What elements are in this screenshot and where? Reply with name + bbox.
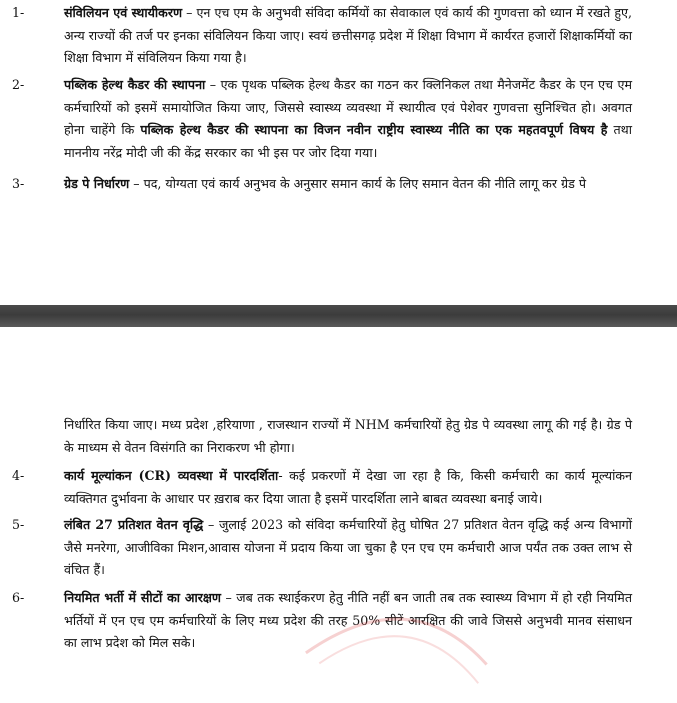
item-text: – पद, योग्यता एवं कार्य अनुभव के अनुसार समान कार्य के लिए समान वेतन की नीति लागू कर ग्रेड पे: [129, 176, 586, 191]
item-body: [64, 2, 632, 70]
list-item: [12, 465, 632, 510]
item-text: - कई प्रकरणों में देखा जा रहा है कि, किसी कर्मचारी का कार्य मूल्यांकन व्यक्तिगत दुर्भावना के आधार पर ख़राब कर दिया जाता है इसमें पारदर्शिता लाने बाबत व्यवस्था बनाई जाये।: [64, 468, 633, 506]
item-body: [64, 173, 632, 196]
item-text-end: तथा माननीय नरेंद्र मोदी जी की केंद्र सरकार का भी इस पर जोर दिया गया।: [64, 122, 632, 160]
list-item: [12, 2, 632, 70]
page-separator: [0, 305, 677, 327]
list-item: [12, 173, 632, 196]
item-text: – जुलाई 2023 को संविदा कर्मचारियों हेतु घोषित 27 प्रतिशत वेतन वृद्धि कई अन्य विभागों जैसे मनरेगा, आजीविका मिशन,आवास योजना में प्रदाय किया जा चुका है एन एच एम कर्मचारी आज पर्यंत तक उक्त लाभ से वंचित हैं।: [64, 517, 633, 577]
item-number: 6-: [12, 590, 25, 605]
item-heading: कार्य मूल्यांकन (CR) व्यवस्था में पारदर्शिता: [64, 468, 279, 483]
continuation-text: निर्धारित किया जाए। मध्य प्रदेश ,हरियाणा , राजस्थान राज्यों में NHM कर्मचारियों हेतु ग्रेड पे व्यवस्था लागू की गई है। ग्रेड पे के माध्यम से वेतन विसंगति का निराकरण भी होगा।: [64, 417, 632, 455]
item-body: [64, 74, 632, 164]
item-heading: लंबित 27 प्रतिशत वेतन वृद्धि: [64, 517, 204, 532]
item-number: 3-: [12, 176, 25, 191]
item-body: [64, 514, 632, 582]
item-heading: संविलियन एवं स्थायीकरण: [64, 5, 183, 20]
item-number: 2-: [12, 77, 25, 92]
item-bold-text: पब्लिक हेल्थ कैडर की स्थापना का विजन नवीन राष्ट्रीय स्वास्थ्य नीति का एक महतवपूर्ण विषय है: [140, 122, 608, 137]
list-item: [12, 514, 632, 582]
list-item: [12, 74, 632, 164]
item-heading: नियमित भर्ती में सीटों का आरक्षण: [64, 590, 222, 605]
item-heading: पब्लिक हेल्थ कैडर की स्थापना: [64, 77, 206, 92]
item-text: – जब तक स्थाईकरण हेतु नीति नहीं बन जाती तब तक स्वास्थ्य विभाग में हो रही नियमित भर्तियों में एन एच एम कर्मचारियों के लिए मध्य प्रदेश की तरह 50% सीटें आरक्षित की जावे जिससे अनुभवी मानव संसाधन का लाभ प्रदेश को मिल सके।: [64, 590, 632, 650]
item-text: – एक पृथक पब्लिक हेल्थ कैडर का गठन कर क्लिनिकल तथा मैनेजमेंट कैडर के एन एच एम कर्मचारियों को इसमें समायोजित किया जाए, जिससे स्वास्थ्य व्यवस्था में स्थायीत्व एवं पेशेवर गुणवत्ता सुनिश्चित हो। अवगत होना चाहेंगे कि: [64, 77, 632, 137]
list-item: [12, 587, 632, 655]
item-number: 5-: [12, 517, 25, 532]
document-page-2: [0, 327, 677, 676]
item-text: – एन एच एम के अनुभवी संविदा कर्मियों का सेवाकाल एवं कार्य की गुणवत्ता को ध्यान में रखते हुए, अन्य राज्यों की तर्ज पर इनका संविलियन किया जाए। स्वयं छत्तीसगढ़ प्रदेश में शिक्षा विभाग में कार्यरत हजारों शिक्षाकर्मियों का शिक्षा विभाग में संविलियन किया गया है।: [64, 5, 632, 65]
item-body: [64, 465, 632, 510]
item-number: 4-: [12, 468, 25, 483]
item-body: [64, 587, 632, 655]
item-number: 1-: [12, 5, 25, 20]
item-heading: ग्रेड पे निर्धारण: [64, 176, 130, 191]
document-page-1: [0, 0, 677, 305]
